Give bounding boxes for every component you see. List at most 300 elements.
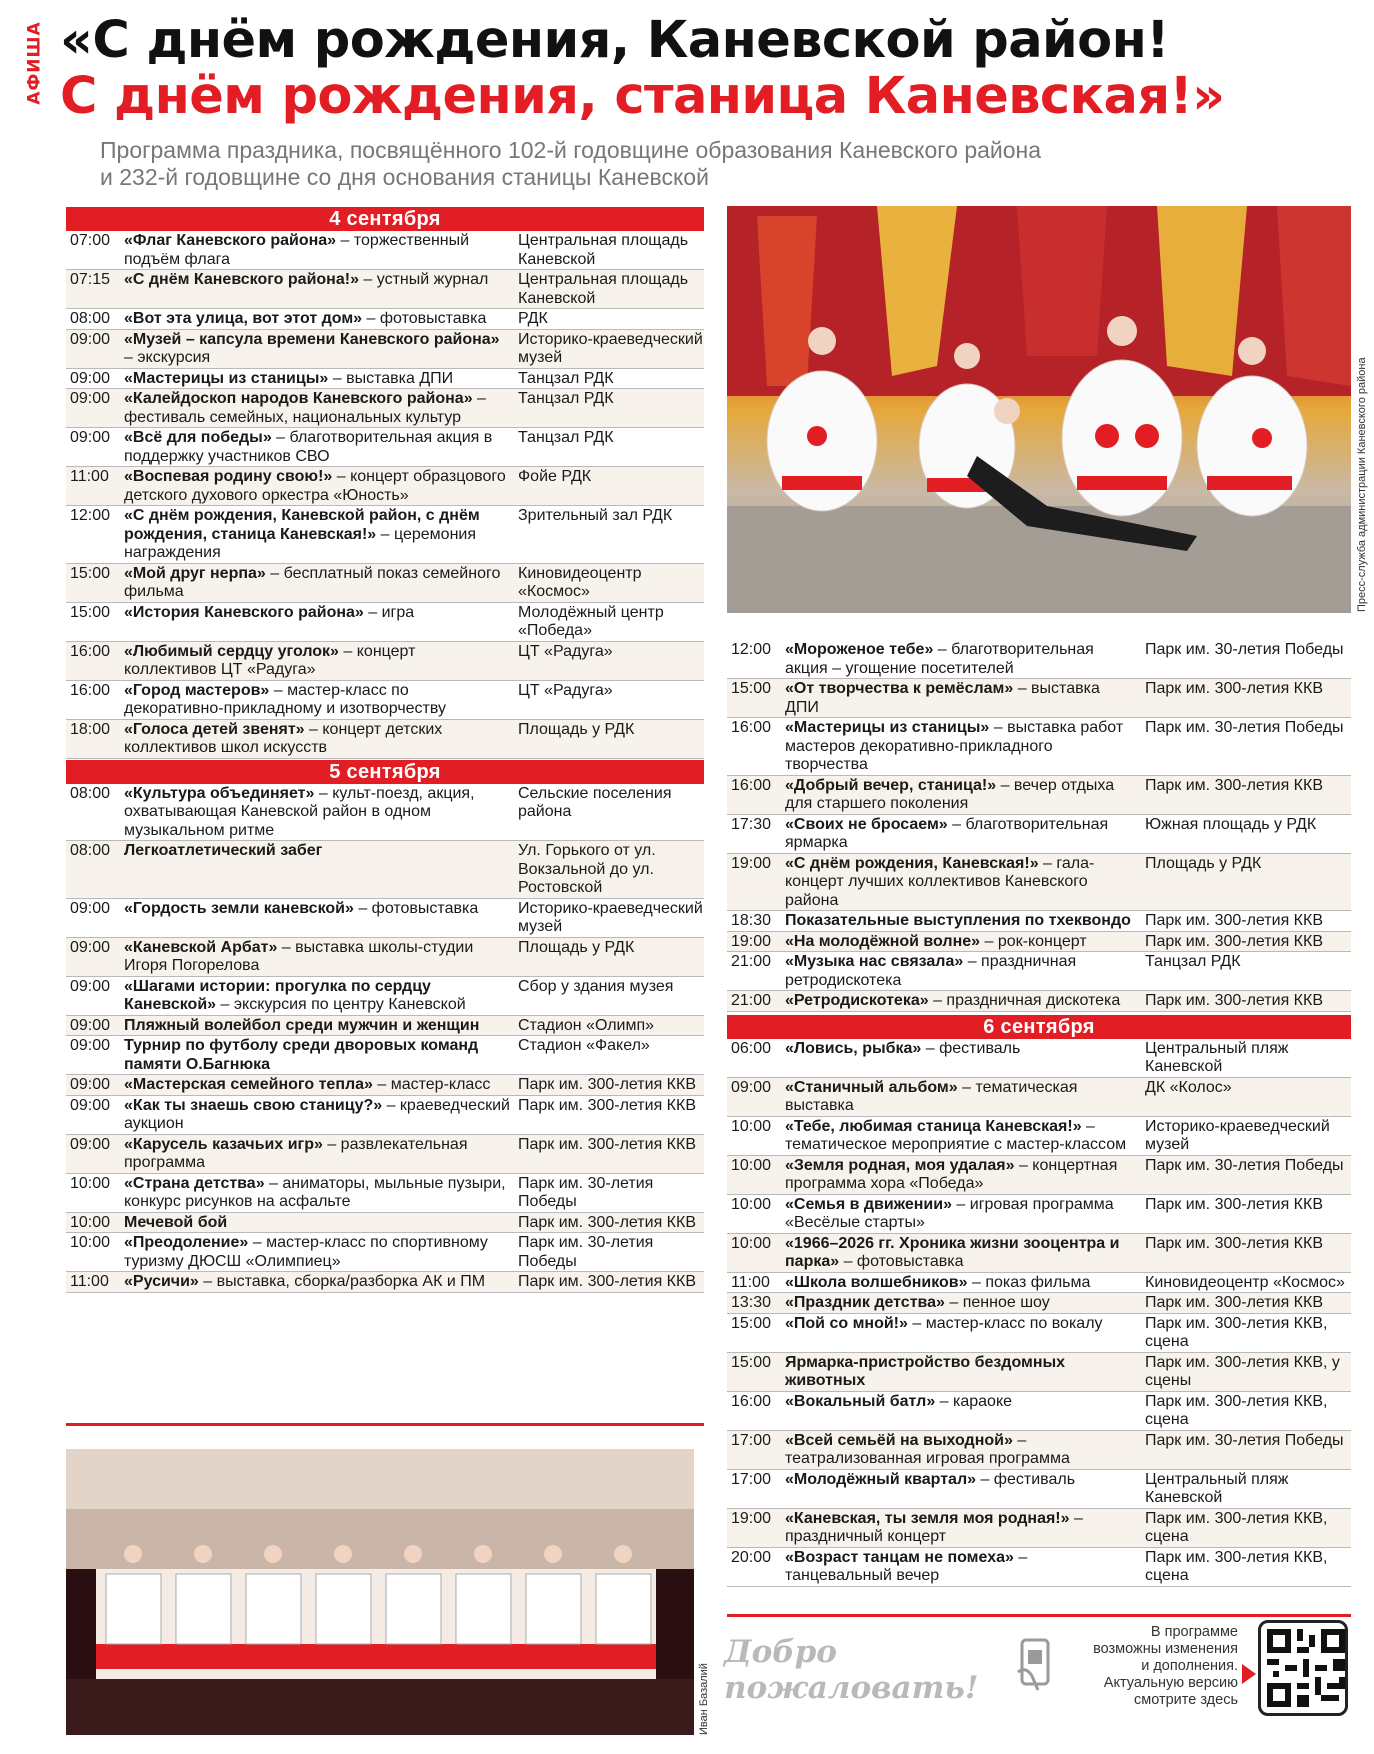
event-title: «Культура объединяет» (124, 784, 315, 802)
event-type: – церемония награждения (124, 525, 477, 561)
event-type: – бесплатный показ семейного фильма (124, 564, 501, 600)
event-title: Мечевой бой (124, 1213, 228, 1231)
event-description (785, 816, 1145, 853)
event-time: 17:30 (731, 815, 772, 833)
event-title: «Карусель казачьих игр» (124, 1135, 323, 1153)
schedule-sep6 (727, 1039, 1351, 1587)
event-type: – фотовыставка (839, 1253, 964, 1270)
event-description (124, 1017, 518, 1036)
event-title: «Любимый сердцу уголок» (124, 642, 339, 660)
event-title: «Тебе, любимая станица Каневская!» (785, 1117, 1082, 1135)
event-venue: Молодёжный центр «Победа» (518, 603, 664, 639)
event-type: – благотворительная акция – угощение посетителей (785, 641, 1094, 677)
event-venue: Парк им. 300-летия ККВ (1145, 680, 1323, 697)
event-time: 20:00 (731, 1548, 772, 1566)
schedule-row (66, 369, 704, 390)
event-venue: Парк им. 30-летия Победы (1145, 641, 1344, 658)
event-description (785, 1393, 1145, 1430)
day-header-sep4: 4 сентября (66, 207, 704, 231)
program-change-note (1058, 1624, 1238, 1709)
event-description (785, 1471, 1145, 1508)
schedule-row (66, 506, 704, 564)
event-title: «Ретродискотека» (785, 992, 929, 1009)
schedule-row (66, 1036, 704, 1075)
event-time: 21:00 (731, 992, 772, 1009)
arrow-right-icon (1242, 1664, 1256, 1688)
event-description (785, 1157, 1145, 1194)
event-time: 19:00 (731, 854, 772, 872)
event-description (785, 1549, 1145, 1586)
event-venue: Танцзал РДК (518, 369, 614, 387)
event-title: «Всё для победы» (124, 429, 272, 446)
event-title: «С днём Каневского района!» (124, 271, 359, 288)
event-time: 09:00 (70, 369, 111, 387)
event-type: – благотворительная акция в поддержку участников СВО (124, 429, 493, 465)
event-type: – тематическая выставка (785, 1078, 1078, 1114)
event-type: – выставка, сборка/разборка АК и ПМ (198, 1273, 486, 1290)
event-description (785, 1079, 1145, 1116)
schedule-sep5-part2 (727, 640, 1351, 1012)
event-description (124, 1273, 518, 1292)
schedule-row (66, 1075, 704, 1096)
event-time: 10:00 (731, 1234, 772, 1252)
photo-credit-dancers: Пресс-служба администрации Каневского района (1356, 357, 1368, 612)
schedule-row (66, 428, 704, 467)
schedule-row (727, 640, 1351, 679)
schedule-row (727, 932, 1351, 953)
event-venue: Площадь у РДК (518, 720, 635, 738)
event-title: «Мастерицы из станицы» (785, 719, 990, 736)
event-type: – мастер-класс по декоративно-прикладному и изотворчеству (124, 681, 447, 717)
event-description (124, 507, 518, 563)
event-description (124, 1214, 518, 1233)
event-title: «Музыка нас связала» (785, 953, 964, 970)
schedule-row (66, 899, 704, 938)
event-title: Легкоатлетический забег (124, 842, 323, 859)
event-type: – игровая программа «Весёлые старты» (785, 1195, 1114, 1231)
event-title: «Молодёжный квартал» (785, 1470, 977, 1488)
event-type: – концертная программа хора «Победа» (785, 1156, 1118, 1192)
event-description (124, 331, 518, 368)
event-type: – фестиваль (921, 1039, 1021, 1057)
schedule-row (727, 1293, 1351, 1314)
schedule-row (727, 1195, 1351, 1234)
schedule-row (727, 1509, 1351, 1548)
event-time: 17:00 (731, 1470, 772, 1488)
event-time: 10:00 (70, 1213, 111, 1231)
event-time: 09:00 (70, 429, 111, 446)
event-time: 08:00 (70, 310, 111, 327)
event-venue: Историко-краеведческий музей (1145, 1117, 1330, 1153)
event-type: – игра (363, 603, 415, 621)
schedule-row (66, 1096, 704, 1135)
event-venue: Танцзал РДК (1145, 953, 1241, 970)
event-title: «Как ты знаешь свою станицу?» (124, 1096, 383, 1114)
event-venue: Парк им. 300-летия ККВ (518, 1096, 696, 1114)
event-title: «Добрый вечер, станица!» (785, 776, 997, 794)
schedule-row (66, 467, 704, 506)
dancers-photo (727, 206, 1351, 613)
event-time: 08:00 (70, 842, 111, 859)
event-venue: Парк им. 30-летия Победы (518, 1174, 654, 1210)
event-description (124, 1234, 518, 1271)
event-time: 06:00 (731, 1039, 772, 1057)
event-type: – фотовыставка (353, 899, 479, 917)
subtitle-line-1: Программа праздника, посвящённого 102-й годовщине образования Каневского района (100, 137, 1042, 163)
schedule-row (727, 679, 1351, 718)
event-title: «Мой друг нерпа» (124, 564, 266, 582)
schedule-row (66, 389, 704, 428)
event-title: «Вот эта улица, вот этот дом» (124, 310, 363, 327)
event-title: Ярмарка-пристройство бездомных животных (785, 1353, 1066, 1389)
event-type: – концерт коллективов ЦТ «Радуга» (124, 642, 416, 678)
event-venue: Историко-краеведческий музей (518, 899, 703, 935)
day-header-sep5: 5 сентября (66, 760, 704, 784)
event-time: 19:00 (731, 1509, 772, 1527)
event-venue: Киновидеоцентр «Космос» (518, 564, 642, 600)
event-venue: ДК «Колос» (1145, 1078, 1232, 1096)
event-venue: Парк им. 300-летия ККВ (1145, 776, 1323, 794)
schedule-row (66, 330, 704, 369)
event-time: 13:30 (731, 1294, 772, 1311)
schedule-row (66, 603, 704, 642)
event-title: «Вокальный батл» (785, 1392, 936, 1410)
event-time: 09:00 (70, 977, 111, 995)
event-description (785, 1315, 1145, 1352)
event-venue: Историко-краеведческий музей (518, 330, 703, 366)
event-description (124, 978, 518, 1015)
event-title: «Пой со мной!» (785, 1314, 908, 1332)
event-description (124, 1037, 518, 1074)
event-title: «Воспевая родину свою!» (124, 468, 333, 485)
event-time: 09:00 (70, 1037, 111, 1054)
event-venue: Центральный пляж Каневской (1145, 1470, 1289, 1506)
event-type: – гала-концерт лучших коллективов Каневского района (785, 854, 1095, 909)
schedule-row (66, 1016, 704, 1037)
event-time: 16:00 (731, 719, 772, 736)
headline-line-1: «С днём рождения, Каневской район! (60, 11, 1169, 70)
schedule-row (727, 776, 1351, 815)
phone-scan-icon (1016, 1636, 1056, 1696)
event-venue: ЦТ «Радуга» (518, 642, 613, 660)
schedule-row (727, 911, 1351, 932)
event-time: 18:30 (731, 912, 772, 929)
event-title: «Возраст танцам не помеха» (785, 1548, 1014, 1566)
event-time: 09:00 (70, 1016, 111, 1034)
event-title: «Мороженое тебе» (785, 641, 934, 658)
event-time: 09:00 (731, 1078, 772, 1096)
event-type: – вечер отдыха для старшего поколения (785, 776, 1115, 812)
event-title: «Семья в движении» (785, 1195, 952, 1213)
event-time: 15:00 (731, 1353, 772, 1371)
schedule-row (66, 841, 704, 899)
event-title: «Всей семьёй на выходной» (785, 1431, 1013, 1449)
event-title: «Страна детства» (124, 1174, 265, 1192)
schedule-row (727, 1039, 1351, 1078)
event-type: – театрализованная игровая программа (785, 1431, 1070, 1467)
event-time: 10:00 (731, 1156, 772, 1174)
event-description (785, 641, 1145, 678)
event-title: «1966–2026 гг. Хроника жизни зооцентра и парка» (785, 1234, 1120, 1270)
event-title: «Флаг Каневского района» (124, 232, 337, 249)
event-description (785, 933, 1145, 952)
event-description (785, 1196, 1145, 1233)
event-title: «Голоса детей звенят» (124, 720, 305, 738)
event-title: «Русичи» (124, 1273, 199, 1290)
event-title: Турнир по футболу среди дворовых команд памяти О.Багнюка (124, 1037, 479, 1073)
event-title: «На молодёжной волне» (785, 932, 981, 950)
event-type: – выставка школы-студии Игоря Погорелова (124, 938, 474, 974)
event-venue: Парк им. 300-летия ККВ (518, 1213, 696, 1231)
event-description (785, 1235, 1145, 1272)
schedule-row (727, 952, 1351, 991)
event-type: – караоке (935, 1392, 1013, 1410)
schedule-row (66, 1213, 704, 1234)
event-type: – выставка ДПИ (785, 680, 1100, 716)
event-venue: Танцзал РДК (518, 429, 614, 446)
event-type: – мастер-класс по спортивному туризму ДЮСШ «Олимпиец» (124, 1234, 488, 1270)
event-description (785, 1040, 1145, 1077)
schedule-row (66, 1174, 704, 1213)
qr-code-icon[interactable] (1258, 1620, 1348, 1716)
event-type: – благотворительная ярмарка (785, 815, 1109, 851)
schedule-row (66, 720, 704, 759)
schedule-row (727, 1470, 1351, 1509)
event-venue: Парк им. 300-летия ККВ, сцена (1145, 1392, 1328, 1428)
right-column-end-rule (727, 1614, 1351, 1617)
left-schedule-column (66, 207, 704, 1293)
event-venue: Парк им. 30-летия Победы (1145, 1431, 1344, 1449)
schedule-row (727, 854, 1351, 912)
event-venue: Центральный пляж Каневской (1145, 1039, 1289, 1075)
event-title: «Преодоление» (124, 1234, 249, 1251)
subtitle (100, 137, 1041, 191)
event-title: «Музей – капсула времени Каневского района» (124, 330, 500, 348)
event-venue: Сельские поселения района (518, 784, 672, 820)
schedule-row (66, 231, 704, 270)
event-description (785, 953, 1145, 990)
schedule-row (66, 1233, 704, 1272)
schedule-row (727, 1392, 1351, 1431)
schedule-row (66, 938, 704, 977)
event-description (785, 1354, 1145, 1391)
schedule-row (66, 309, 704, 330)
event-venue: Парк им. 300-летия ККВ (518, 1135, 696, 1153)
event-type: – мастер-класс по вокалу (907, 1314, 1103, 1332)
event-venue: Южная площадь у РДК (1145, 815, 1317, 833)
event-description (124, 900, 518, 937)
event-title: Показательные выступления по тхеквондо (785, 912, 1131, 929)
event-time: 10:00 (70, 1174, 111, 1192)
event-venue: Парк им. 300-летия ККВ (1145, 1294, 1323, 1311)
event-type: – концерт детских коллективов школ искусств (124, 720, 443, 756)
event-title: «Праздник детства» (785, 1294, 945, 1311)
event-time: 07:15 (70, 271, 111, 288)
event-type: – выставка работ мастеров декоративно-прикладного творчества (785, 719, 1124, 773)
event-venue: Парк им. 300-летия ККВ, сцена (1145, 1509, 1328, 1545)
event-venue: Парк им. 30-летия Победы (518, 1234, 654, 1270)
event-title: «С днём рождения, Каневская!» (785, 854, 1039, 872)
schedule-row (727, 1314, 1351, 1353)
event-description (785, 1274, 1145, 1293)
schedule-row (727, 1117, 1351, 1156)
schedule-row (727, 991, 1351, 1012)
event-title: «Ловись, рыбка» (785, 1039, 922, 1057)
event-time: 21:00 (731, 953, 772, 970)
event-description (124, 604, 518, 641)
event-time: 10:00 (731, 1117, 772, 1135)
schedule-row (66, 270, 704, 309)
schedule-row (727, 1156, 1351, 1195)
event-time: 09:00 (70, 899, 111, 917)
welcome-text (724, 1634, 978, 1706)
note-line-2: возможны изменения (1093, 1641, 1238, 1657)
event-time: 15:00 (70, 603, 111, 621)
event-venue: Парк им. 300-летия ККВ (518, 1273, 696, 1290)
event-title: «Город мастеров» (124, 681, 270, 699)
event-title: «Каневской Арбат» (124, 938, 278, 956)
event-title: «Мастерская семейного тепла» (124, 1076, 373, 1093)
event-title: «Мастерицы из станицы» (124, 369, 329, 387)
event-type: – концерт образцового детского духового оркестра «Юность» (124, 468, 506, 504)
event-time: 12:00 (731, 641, 772, 658)
event-description (785, 777, 1145, 814)
event-description (785, 855, 1145, 911)
event-description (124, 682, 518, 719)
event-type: – экскурсия (124, 349, 211, 366)
event-venue: Фойе РДК (518, 468, 592, 485)
event-time: 09:00 (70, 390, 111, 407)
event-time: 16:00 (70, 681, 111, 699)
event-description (124, 1097, 518, 1134)
schedule-row (727, 1234, 1351, 1273)
event-description (785, 719, 1145, 775)
event-type: – пенное шоу (944, 1294, 1050, 1311)
schedule-row (727, 815, 1351, 854)
event-type: – культ-поезд, акция, охватывающая Каневской район в одном музыкальном ритме (124, 784, 475, 839)
choir-photo-art (66, 1449, 694, 1735)
event-type: – тематическое мероприятие с мастер-классом (785, 1117, 1127, 1153)
event-venue: Площадь у РДК (518, 938, 635, 956)
event-venue: Ул. Горького от ул. Вокзальной до ул. Ростовской (518, 842, 656, 896)
event-type: – краеведческий аукцион (124, 1096, 510, 1132)
schedule-row (66, 977, 704, 1016)
event-description (124, 842, 518, 898)
event-venue: Парк им. 300-летия ККВ (1145, 1195, 1323, 1213)
schedule-row (727, 1548, 1351, 1587)
schedule-sep4 (66, 231, 704, 759)
event-venue: Центральная площадь Каневской (518, 271, 689, 307)
event-type: – фотовыставка (362, 310, 487, 327)
event-description (785, 1432, 1145, 1469)
event-description (124, 370, 518, 389)
event-type: – устный журнал (358, 271, 489, 288)
event-venue: РДК (518, 310, 548, 327)
schedule-row (727, 1431, 1351, 1470)
event-venue: Парк им. 30-летия Победы (1145, 1156, 1344, 1174)
event-venue: Площадь у РДК (1145, 854, 1262, 872)
event-time: 11:00 (70, 1273, 109, 1290)
event-venue: Центральная площадь Каневской (518, 232, 689, 268)
event-venue: Парк им. 300-летия ККВ, у сцены (1145, 1353, 1340, 1389)
schedule-row (66, 681, 704, 720)
event-description (785, 992, 1145, 1011)
event-description (785, 1118, 1145, 1155)
event-title: Пляжный волейбол среди мужчин и женщин (124, 1016, 480, 1034)
event-venue: Зрительный зал РДК (518, 507, 673, 524)
day-header-sep6: 6 сентября (727, 1015, 1351, 1039)
event-title: «Школа волшебников» (785, 1273, 968, 1291)
event-time: 09:00 (70, 1076, 111, 1093)
event-venue: Парк им. 300-летия ККВ (1145, 1234, 1323, 1252)
event-time: 15:00 (731, 1314, 772, 1332)
event-description (124, 643, 518, 680)
schedule-row (66, 784, 704, 842)
schedule-row (66, 1135, 704, 1174)
event-time: 12:00 (70, 507, 111, 524)
event-title: «С днём рождения, Каневской район, с днём рождения, станица Каневская!» (124, 507, 480, 543)
event-time: 17:00 (731, 1431, 772, 1449)
event-time: 11:00 (70, 468, 109, 485)
event-description (785, 1294, 1145, 1313)
event-description (124, 1136, 518, 1173)
event-type: – праздничная ретродискотека (785, 953, 1077, 989)
event-time: 16:00 (70, 642, 111, 660)
section-label: АФИША (25, 21, 45, 105)
event-title: «Каневская, ты земля моя родная!» (785, 1509, 1070, 1527)
event-title: «Гордость земли каневской» (124, 899, 354, 917)
right-schedule-column (727, 640, 1351, 1587)
event-description (785, 1510, 1145, 1547)
event-time: 15:00 (70, 564, 111, 582)
headline-line-2: С днём рождения, станица Каневская!» (60, 67, 1225, 126)
welcome-line-1: Добро (724, 1634, 837, 1670)
schedule-row (727, 718, 1351, 776)
event-description (785, 912, 1145, 931)
event-description (124, 232, 518, 269)
event-venue: Стадион «Олимп» (518, 1016, 655, 1034)
event-title: «От творчества к ремёслам» (785, 680, 1014, 697)
event-description (124, 1076, 518, 1095)
event-venue: Стадион «Факел» (518, 1037, 650, 1054)
event-title: «История Каневского района» (124, 603, 364, 621)
event-time: 16:00 (731, 776, 772, 794)
event-type: – рок-концерт (980, 932, 1087, 950)
schedule-row (727, 1273, 1351, 1294)
event-type: – экскурсия по центру Каневской (216, 996, 466, 1013)
event-title: «Шагами истории: прогулка по сердцу Каневской» (124, 977, 431, 1013)
event-time: 10:00 (731, 1195, 772, 1213)
event-venue: Парк им. 300-летия ККВ, сцена (1145, 1548, 1328, 1584)
subtitle-line-2: и 232-й годовщине со дня основания станицы Каневской (100, 164, 709, 190)
event-description (124, 390, 518, 427)
photo-credit-choir: Иван Базалий (698, 1663, 710, 1735)
event-time: 09:00 (70, 1096, 111, 1114)
event-type: – праздничный концерт (785, 1509, 1083, 1545)
event-time: 10:00 (70, 1234, 111, 1251)
event-venue: Парк им. 300-летия ККВ (1145, 932, 1323, 950)
event-venue: Парк им. 300-летия ККВ (518, 1076, 696, 1093)
note-line-4: Актуальную версию (1103, 1675, 1238, 1691)
event-venue: Парк им. 30-летия Победы (1145, 719, 1344, 736)
left-column-end-rule (66, 1423, 704, 1426)
event-type: – развлекательная программа (124, 1135, 468, 1171)
event-venue: Танцзал РДК (518, 390, 614, 407)
event-description (124, 310, 518, 329)
event-type: – праздничная дискотека (928, 992, 1121, 1009)
event-type: – танцевальный вечер (785, 1548, 1028, 1584)
event-type: – аниматоры, мыльные пузыри, конкурс рисунков на асфальте (124, 1174, 506, 1210)
